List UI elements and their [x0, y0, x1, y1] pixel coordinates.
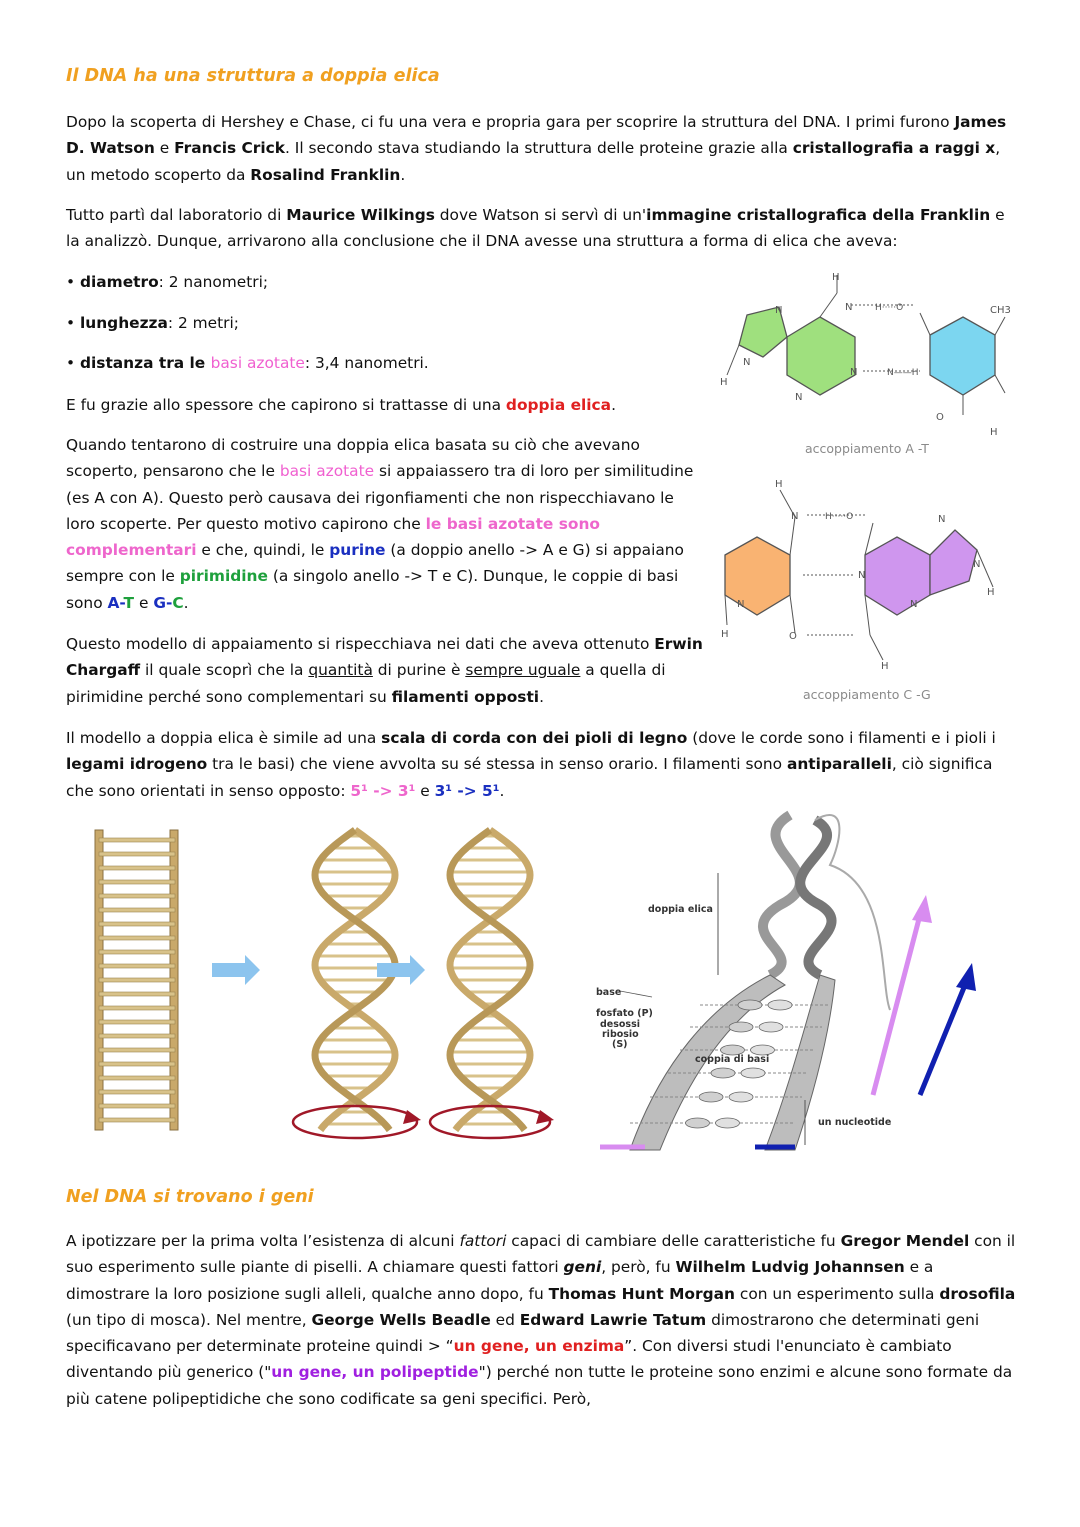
guanine-hexagon [865, 537, 930, 615]
ladder-rung [99, 838, 175, 842]
atom-n-label: N [795, 392, 803, 403]
cytosine-guanine-pair [721, 479, 995, 672]
label-desossi: desossi [600, 1019, 640, 1030]
adenine-thymine-pair [720, 272, 1011, 438]
paragraph-discovery: Dopo la scoperta di Hershey e Chase, ci fu una vera e propria gara per scoprire la struttura del DNA. I primi furono James D. Watson e Francis Crick. Il secondo stava studiando la struttura delle proteine grazie alla cristallografia a raggi x, un metodo scoperto da Rosalind Franklin. [66, 113, 1007, 184]
ladder-rung [99, 880, 175, 884]
adenine-hexagon [787, 317, 858, 395]
base-shape [711, 1068, 735, 1078]
atom-o-label: O [936, 412, 944, 423]
ladder-rung [99, 950, 175, 954]
atom-n-label: N [791, 511, 799, 522]
ladder-rung [99, 894, 175, 898]
ladder-rung [99, 1048, 175, 1052]
atom-h-label: H [832, 272, 840, 283]
ladder-rung [99, 908, 175, 912]
label-base: base [596, 987, 622, 998]
atom-h-label: H [721, 629, 729, 640]
label-s: (S) [612, 1039, 628, 1050]
ladder-rung [99, 1006, 175, 1010]
antiparallel-arrow-blue [920, 985, 965, 1095]
bullet-length: • lunghezza: 2 metri; [66, 314, 239, 332]
ladder-rung [99, 1090, 175, 1094]
section-title-genes: Nel DNA si trovano i geni [66, 1187, 314, 1207]
ladder-rung [99, 964, 175, 968]
atom-h-label: H [775, 479, 783, 490]
paragraph-wilkings: Tutto partì dal laboratorio di Maurice Wilkings dove Watson si servì di un'immagine cristallografica della Franklin e la analizzò. Dunque, arrivarono alla conclusione che il DNA avesse una struttura a forma di elica che aveva: [66, 206, 1005, 251]
ladder-rung [99, 992, 175, 996]
atom-n-label: N [775, 305, 783, 316]
atom-n-label: N [910, 599, 918, 610]
hbond-label: H·····O [875, 303, 904, 313]
helix-strand-1 [763, 815, 800, 975]
label-fosfato: fosfato (P) [596, 1008, 653, 1019]
ladder-rung [99, 1020, 175, 1024]
helix-strand-2 [800, 820, 831, 975]
twisted-ladder-1 [315, 830, 395, 1130]
base-shape [738, 1000, 762, 1010]
paragraph-thickness: E fu grazie allo spessore che capirono si trattasse di una doppia elica. [66, 396, 616, 414]
atom-n-label: N [737, 599, 745, 610]
thymine-hexagon [930, 317, 995, 395]
paragraph-chargaff: Questo modello di appaiamento si rispecchiava nei dati che aveva ottenuto Erwin Chargaff il quale scoprì che la quantità di purine è sempre uguale a quella di pirimidine perché sono complementari su filamenti opposti. [66, 635, 703, 706]
base-shape [759, 1022, 783, 1032]
cytosine-hexagon [725, 537, 790, 615]
atom-h-label: H [720, 377, 728, 388]
base-pairing-figure [715, 265, 1035, 710]
nh-label: N——H [887, 368, 919, 378]
base-shape [741, 1068, 765, 1078]
rope-ladder-figure [85, 820, 560, 1150]
section-title-double-helix: Il DNA ha una struttura a doppia elica [66, 66, 440, 86]
ladder-rung [99, 1118, 175, 1122]
label-un-nucleotide: un nucleotide [818, 1117, 892, 1128]
ladder-rung [99, 852, 175, 856]
ladder-rung [99, 922, 175, 926]
twisted-ladder-2 [450, 830, 530, 1130]
atom-h-label: H [881, 661, 889, 672]
atom-h-label: H [990, 427, 998, 438]
atom-o-label: O [789, 631, 797, 642]
caption-at-pair: accoppiamento A -T [805, 441, 929, 456]
atom-n-label: N [845, 302, 853, 313]
ladder-rung [99, 866, 175, 870]
ladder-rung [99, 978, 175, 982]
base-shape [686, 1118, 710, 1128]
label-ribosio: ribosio [602, 1029, 639, 1040]
guanine-pentagon [930, 530, 977, 595]
ladder-rung [99, 1104, 175, 1108]
purple-arrowhead-icon [912, 895, 932, 923]
ladder-rung [99, 1076, 175, 1080]
straight-ladder [95, 830, 178, 1130]
transition-arrow-1 [212, 955, 260, 985]
atom-n-label: N [743, 357, 751, 368]
hbond-label: H·····O [825, 512, 854, 522]
atom-n-label: N [850, 367, 858, 378]
base-shape [699, 1092, 723, 1102]
ladder-rung [99, 1062, 175, 1066]
atom-n-label: N [858, 570, 866, 581]
bullet-diameter: • diametro: 2 nanometri; [66, 273, 269, 291]
methyl-label: CH3 [990, 305, 1011, 316]
base-shape [729, 1022, 753, 1032]
atom-n-label: N [938, 514, 946, 525]
dna-structure-figure [590, 805, 1030, 1160]
caption-cg-pair: accoppiamento C -G [803, 687, 931, 702]
base-shape [768, 1000, 792, 1010]
label-doppia-elica: doppia elica [648, 904, 713, 915]
ladder-rung [99, 1034, 175, 1038]
label-coppia-di-basi: coppia di basi [695, 1054, 770, 1065]
paragraph-genes: A ipotizzare per la prima volta l’esistenza di alcuni fattori capaci di cambiare delle caratteristiche fu Gregor Mendel con il suo esperimento sulle piante di piselli. A chiamare questi fattori geni, però, fu Wilhelm Ludvig Johannsen e a dimostrare la loro posizione sugli alleli, qualche anno dopo, fu Thomas Hunt Morgan con un esperimento sulla drosofila (un tipo di mosca). Nel mentre, George Wells Beadle ed Edward Lawrie Tatum dimostrarono che determinati geni specificavano per determinate proteine quindi > “un gene, un enzima”. Con diversi studi l'enunciato è cambiato diventando più generico ("un gene, un polipeptide") perché non tutte le proteine sono enzimi e alcune sono formate da più catene polipeptidiche che sono codificate sa geni specifici. Però, [66, 1232, 1016, 1408]
paragraph-complementary: Quando tentarono di costruire una doppia elica basata su ciò che avevano scoperto, pensarono che le basi azotate si appaiassero tra di loro per similitudine (es A con A). Questo però causava dei rigonfiamenti che non rispecchiavano le loro scoperte. Per questo motivo capirono che le basi azotate sono complementari e che, quindi, le purine (a doppio anello -> A e G) si appaiano sempre con le pirimidine (a singolo anello -> T e C). Dunque, le coppie di basi sono A-T e G-C. [66, 436, 694, 612]
paragraph-rope-ladder: Il modello a doppia elica è simile ad una scala di corda con dei pioli di legno (dove le corde sono i filamenti e i pioli i legami idrogeno tra le basi) che viene avvolta su sé stessa in senso orario. I filamenti sono antiparalleli, ciò significa che sono orientati in senso opposto: 5¹ -> 3¹ e 3¹ -> 5¹. [66, 729, 996, 800]
ladder-rung [99, 936, 175, 940]
atom-h-label: H [987, 587, 995, 598]
base-shape [729, 1092, 753, 1102]
base-shape [716, 1118, 740, 1128]
blue-arrowhead-icon [956, 963, 976, 991]
bullet-distance: • distanza tra le basi azotate: 3,4 nanometri. [66, 354, 429, 372]
atom-n-label: N [973, 559, 981, 570]
